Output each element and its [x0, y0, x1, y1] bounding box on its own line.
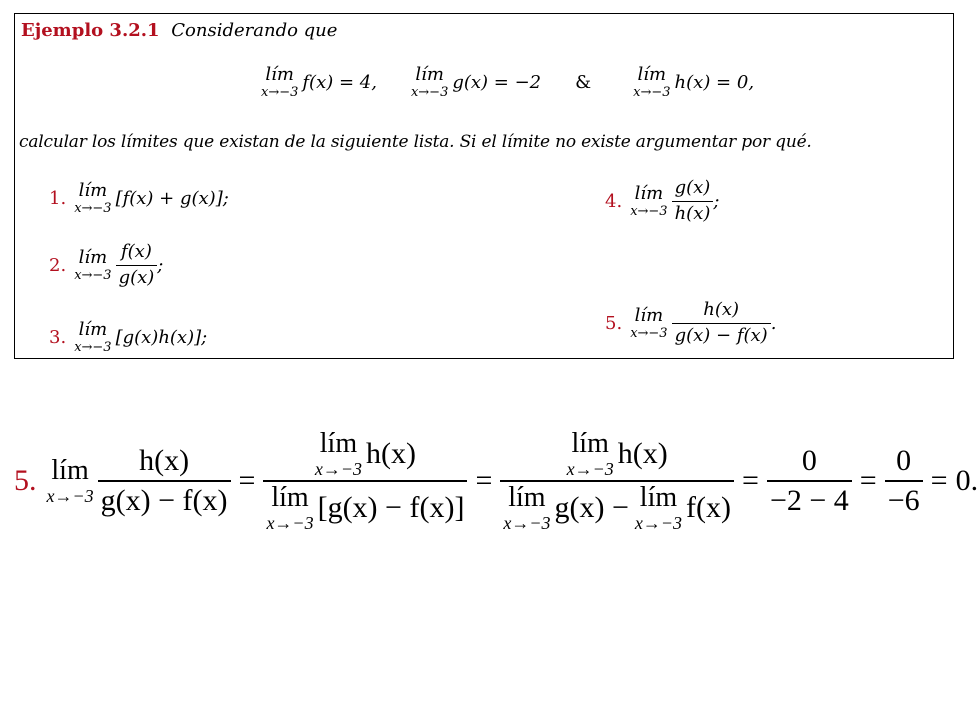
- given-f: f(x) = 4,: [302, 72, 377, 93]
- item-tail: ;: [713, 190, 720, 212]
- example-heading: [21, 20, 337, 41]
- limit-operator: lím x→−3: [633, 64, 671, 100]
- example-label: Ejemplo 3.2.1: [21, 20, 160, 41]
- item-number: 2.: [49, 254, 67, 276]
- given-limits: [261, 66, 754, 99]
- list-item: [49, 242, 163, 288]
- limit-operator: lím x→−3: [46, 455, 94, 506]
- fraction: $\frac{g(x)}{h(x)}$: [672, 178, 714, 224]
- limit-operator: lím x→−3: [630, 182, 668, 219]
- ampersand: &: [575, 72, 592, 93]
- fraction: $\frac{f(x)}{g(x)}$: [116, 242, 158, 288]
- limit-operator: lím x→−3: [634, 482, 683, 533]
- item-expression: [g(x)h(x)];: [115, 327, 208, 348]
- given-h: h(x) = 0,: [674, 72, 755, 93]
- limit-operator: lím x→−3: [314, 428, 363, 479]
- solution-equation: [14, 430, 978, 532]
- item-number: 5.: [605, 312, 623, 334]
- limit-operator: lím x→−3: [630, 304, 668, 341]
- fraction-4: $\frac{0}{-2 - 4}$: [767, 444, 852, 519]
- limit-operator: lím x→−3: [261, 64, 299, 100]
- item-number: 3.: [49, 327, 67, 348]
- fraction-3: lím x→−3 h(x) lím x→−3 g(x) − lím x→−3 f(x): [500, 430, 734, 532]
- limit-operator: lím x→−3: [74, 246, 112, 283]
- instruction-text: calcular los límites que existan de la siguiente lista. Si el límite no existe argumentar por qué.: [19, 132, 812, 152]
- list-item: [49, 321, 207, 354]
- fraction-1: $\frac{h(x)}{g(x) - f(x)}$: [98, 444, 231, 519]
- fraction-2: lím x→−3 h(x) lím x→−3 [g(x) − f(x)]: [263, 430, 467, 532]
- equals-sign: =: [930, 464, 948, 497]
- example-intro: Considerando que: [171, 20, 338, 41]
- equals-sign: =: [859, 464, 877, 497]
- given-g: g(x) = −2: [452, 72, 542, 93]
- limit-operator: lím x→−3: [566, 428, 614, 479]
- limit-operator: lím x→−3: [74, 180, 112, 216]
- limit-operator: lím x→−3: [410, 64, 449, 100]
- list-item: [49, 182, 229, 215]
- item-tail: .: [770, 312, 777, 334]
- limit-operator: lím x→−3: [266, 482, 314, 533]
- example-box: [14, 13, 954, 359]
- solution-result: 0.: [955, 464, 978, 497]
- item-number: 4.: [605, 190, 623, 212]
- equals-sign: =: [238, 464, 256, 497]
- list-item: [605, 178, 719, 224]
- item-expression: [f(x) + g(x)];: [115, 188, 229, 209]
- item-number: 1.: [49, 188, 67, 209]
- solution-number: 5.: [14, 464, 37, 497]
- limit-operator: lím x→−3: [74, 319, 112, 355]
- list-item: [605, 300, 776, 346]
- fraction: $\frac{h(x)}{g(x) - f(x)}$: [672, 300, 771, 346]
- fraction-5: $\frac{0}{-6}$: [885, 444, 923, 519]
- limit-operator: lím x→−3: [503, 482, 551, 533]
- equals-sign: =: [475, 464, 493, 497]
- item-tail: ;: [157, 254, 164, 276]
- equals-sign: =: [742, 464, 759, 497]
